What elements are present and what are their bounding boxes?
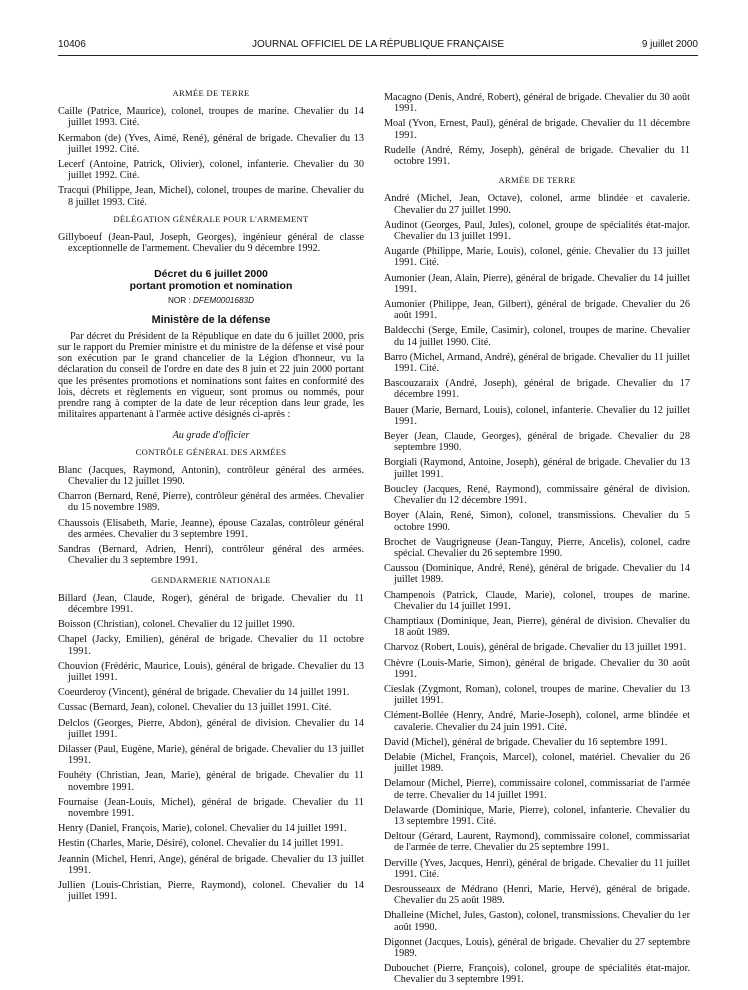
honor-entry: Clément-Bollée (Henry, André, Marie-Joseph), colonel, arme blindée et cavalerie. Chevalier du 24 juin 1991. Cité.: [384, 710, 690, 733]
decree-title: [58, 268, 364, 292]
entry-list: [384, 193, 690, 985]
decree-title-line: portant promotion et nomination: [129, 280, 293, 293]
honor-entry: Billard (Jean, Claude, Roger), général de brigade. Chevalier du 11 décembre 1991.: [58, 592, 364, 615]
honor-entry: André (Michel, Jean, Octave), colonel, arme blindée et cavalerie. Chevalier du 27 juillet 1990.: [384, 193, 690, 216]
section-title: ARMÉE DE TERRE: [172, 88, 250, 98]
honor-entry: Bascouzaraix (André, Joseph), général de brigade. Chevalier du 17 décembre 1991.: [384, 378, 690, 401]
section-title: DÉLÉGATION GÉNÉRALE POUR L'ARMEMENT: [113, 213, 309, 224]
nor-label: NOR :: [167, 296, 191, 306]
honor-entry: Hestin (Charles, Marie, Désiré), colonel. Chevalier du 14 juillet 1991.: [58, 838, 344, 850]
journal-title: JOURNAL OFFICIEL DE LA RÉPUBLIQUE FRANÇAISE: [251, 39, 505, 50]
honor-entry: Rudelle (André, Rémy, Joseph), général de brigade. Chevalier du 11 octobre 1991.: [384, 144, 690, 168]
honor-entry: Kermabon (de) (Yves, Aimé, René), général de brigade. Chevalier du 13 juillet 1992. Cité.: [58, 132, 364, 155]
honor-entry: Sandras (Bernard, Adrien, Henri), contrôleur général des armées. Chevalier du 3 septembre 1991.: [58, 544, 364, 567]
honor-entry: Derville (Yves, Jacques, Henri), général de brigade. Chevalier du 11 juillet 1991. Cité.: [384, 857, 690, 880]
honor-entry: Delclos (Georges, Pierre, Abdon), général de division. Chevalier du 14 juillet 1991.: [58, 717, 364, 740]
honor-entry: Augarde (Philippe, Marie, Louis), colonel, génie. Chevalier du 13 juillet 1991. Cité.: [384, 246, 690, 269]
honor-entry: Beyer (Jean, Claude, Georges), général de brigade. Chevalier du 28 septembre 1990.: [384, 431, 690, 454]
entry-list: [58, 465, 364, 567]
honor-entry: Brochet de Vaugrigneuse (Jean-Tanguy, Pierre, Ancelis), colonel, cadre spécial. Chevalier du 26 septembre 1990.: [384, 536, 690, 559]
honor-entry: Macagno (Denis, André, Robert), général de brigade. Chevalier du 30 août 1991.: [384, 92, 690, 115]
header-rule: [58, 55, 698, 56]
honor-entry: Charron (Bernard, René, Pierre), contrôleur général des armées. Chevalier du 15 novembre 1989.: [58, 491, 364, 514]
honor-entry: David (Michel), général de brigade. Chevalier du 16 septembre 1991.: [384, 736, 668, 748]
honor-entry: Audinot (Georges, Paul, Jules), colonel, groupe de spécialités état-major. Chevalier du 13 juillet 1991.: [384, 219, 690, 243]
section-title: ARMÉE DE TERRE: [498, 175, 576, 186]
right-column: [384, 92, 690, 990]
honor-entry: Charvoz (Robert, Louis), général de brigade. Chevalier du 13 juillet 1991.: [384, 642, 687, 654]
honor-entry: Lecerf (Antoine, Patrick, Olivier), colonel, infanterie. Chevalier du 30 juillet 1992. Cité.: [58, 159, 364, 182]
honor-entry: Chèvre (Louis-Marie, Simon), général de brigade. Chevalier du 30 août 1991.: [384, 657, 690, 680]
nor-reference: [58, 295, 364, 306]
honor-entry: Boyer (Alain, René, Simon), colonel, transmissions. Chevalier du 5 octobre 1990.: [384, 510, 690, 533]
honor-entry: Dhalleine (Michel, Jules, Gaston), colonel, transmissions. Chevalier du 1er août 1990.: [384, 910, 690, 933]
honor-entry: Jeannin (Michel, Henri, Ange), général de brigade. Chevalier du 13 juillet 1991.: [58, 853, 364, 876]
honor-entry: Chaussois (Elisabeth, Marie, Jeanne), épouse Cazalas, contrôleur général des armées. Chevalier du 3 septembre 1991.: [58, 517, 364, 540]
entry-list: [58, 593, 364, 903]
honor-entry: Baldecchi (Serge, Emile, Casimir), colonel, troupes de marine. Chevalier du 14 juillet 1990. Cité.: [384, 325, 690, 348]
honor-entry: Desrousseaux de Médrano (Henri, Marie, Hervé), général de brigade. Chevalier du 25 août 1989.: [384, 883, 690, 907]
honor-entry: Fouhéty (Christian, Jean, Marie), général de brigade. Chevalier du 11 novembre 1991.: [58, 770, 364, 793]
page-number: 10406: [58, 39, 86, 50]
honor-entry: Tracqui (Philippe, Jean, Michel), colonel, troupes de marine. Chevalier du 8 juillet 1993. Cité.: [58, 185, 364, 208]
honor-entry: Cieslak (Zygmont, Roman), colonel, troupes de marine. Chevalier du 13 juillet 1991.: [384, 683, 690, 707]
honor-entry: Bauer (Marie, Bernard, Louis), colonel, infanterie. Chevalier du 12 juillet 1991.: [384, 404, 690, 427]
honor-entry: Boucley (Jacques, René, Raymond), commissaire général de division. Chevalier du 12 décembre 1991.: [384, 483, 690, 507]
honor-entry: Dubouchet (Pierre, François), colonel, groupe de spécialités état-major. Chevalier du 3 septembre 1991.: [384, 963, 690, 986]
decree-title-line: Décret du 6 juillet 2000: [154, 268, 268, 281]
honor-entry: Gillyboeuf (Jean-Paul, Joseph, Georges), ingénieur général de classe exceptionnelle de l'armement. Chevalier du 9 décembre 1992.: [58, 232, 364, 255]
honor-entry: Caussou (Dominique, André, René), général de brigade. Chevalier du 14 juillet 1989.: [384, 563, 690, 586]
section-title: CONTRÔLE GÉNÉRAL DES ARMÉES: [135, 446, 287, 457]
honor-entry: Barro (Michel, Armand, André), général de brigade. Chevalier du 11 juillet 1991. Cité.: [384, 351, 690, 375]
decree-intro: Par décret du Président de la République en date du 6 juillet 2000, pris sur le rapport du Premier ministre et du ministre de la défense et visé pour son exécution par le grand chancelier de la Légion d'honneur, vu la déclaration du conseil de l'ordre en date des 8 juin et 22 juin 2000 portant que les présentes promotions et nominations sont faites en conformité des lois, décrets et règlements en vigueur, sont promus ou nommés, pour prendre rang à compter de la date de leur réception dans leur grade, les militaires appartenant à l'armée active désignés ci-après :: [58, 330, 364, 421]
honor-entry: Cussac (Bernard, Jean), colonel. Chevalier du 13 juillet 1991. Cité.: [58, 702, 332, 714]
honor-entry: Delabie (Michel, François, Marcel), colonel, matériel. Chevalier du 26 juillet 1989.: [384, 751, 690, 775]
honor-entry: Deltour (Gérard, Laurent, Raymond), commissaire colonel, commissariat de l'armée de terre. Chevalier du 25 septembre 1991.: [384, 831, 690, 854]
honor-entry: Boisson (Christian), colonel. Chevalier du 12 juillet 1990.: [58, 619, 295, 631]
grade-title: Au grade d'officier: [172, 430, 250, 442]
honor-entry: Delamour (Michel, Pierre), commissaire colonel, commissariat de l'armée de terre. Chevalier du 14 juillet 1991.: [384, 778, 690, 801]
honor-entry: Champtiaux (Dominique, Jean, Pierre), général de division. Chevalier du 18 août 1989.: [384, 615, 690, 639]
honor-entry: Champenois (Patrick, Claude, Marie), colonel, troupes de marine. Chevalier du 14 juillet 1991.: [384, 589, 690, 612]
honor-entry: Chouvion (Frédéric, Maurice, Louis), général de brigade. Chevalier du 13 juillet 1991.: [58, 660, 364, 683]
ministry-title: Ministère de la défense: [151, 313, 271, 326]
left-column: [58, 88, 364, 906]
honor-entry: Coeurderoy (Vincent), général de brigade. Chevalier du 14 juillet 1991.: [58, 687, 350, 699]
honor-entry: Delawarde (Dominique, Marie, Pierre), colonel, infanterie. Chevalier du 13 septembre 1991. Cité.: [384, 804, 690, 827]
honor-entry: Aumonier (Jean, Alain, Pierre), général de brigade. Chevalier du 14 juillet 1991.: [384, 272, 690, 295]
entry-list: [384, 92, 690, 167]
honor-entry: Borgiali (Raymond, Antoine, Joseph), général de brigade. Chevalier du 13 juillet 1991.: [384, 457, 690, 480]
honor-entry: Digonnet (Jacques, Louis), général de brigade. Chevalier du 27 septembre 1989.: [384, 936, 690, 959]
honor-entry: Jullien (Louis-Christian, Pierre, Raymond), colonel. Chevalier du 14 juillet 1991.: [58, 879, 364, 903]
nor-code: DFEM0001683D: [193, 296, 254, 306]
issue-date: 9 juillet 2000: [641, 39, 698, 50]
page-header: [58, 39, 698, 55]
honor-entry: Caille (Patrice, Maurice), colonel, troupes de marine. Chevalier du 14 juillet 1993. Cité.: [58, 106, 364, 129]
honor-entry: Chapel (Jacky, Emilien), général de brigade. Chevalier du 11 octobre 1991.: [58, 634, 364, 657]
honor-entry: Henry (Daniel, François, Marie), colonel. Chevalier du 14 juillet 1991.: [58, 823, 347, 835]
honor-entry: Blanc (Jacques, Raymond, Antonin), contrôleur général des armées. Chevalier du 12 juillet 1990.: [58, 464, 364, 488]
section-title: GENDARMERIE NATIONALE: [151, 574, 271, 585]
honor-entry: Fournaise (Jean-Louis, Michel), général de brigade. Chevalier du 11 novembre 1991.: [58, 796, 364, 819]
honor-entry: Aumonier (Philippe, Jean, Gilbert), général de brigade. Chevalier du 26 août 1991.: [384, 299, 690, 322]
honor-entry: Dilasser (Paul, Eugène, Marie), général de brigade. Chevalier du 13 juillet 1991.: [58, 743, 364, 767]
honor-entry: Moal (Yvon, Ernest, Paul), général de brigade. Chevalier du 11 décembre 1991.: [384, 118, 690, 141]
entry-list: [58, 106, 364, 208]
entry-list: [58, 232, 364, 254]
